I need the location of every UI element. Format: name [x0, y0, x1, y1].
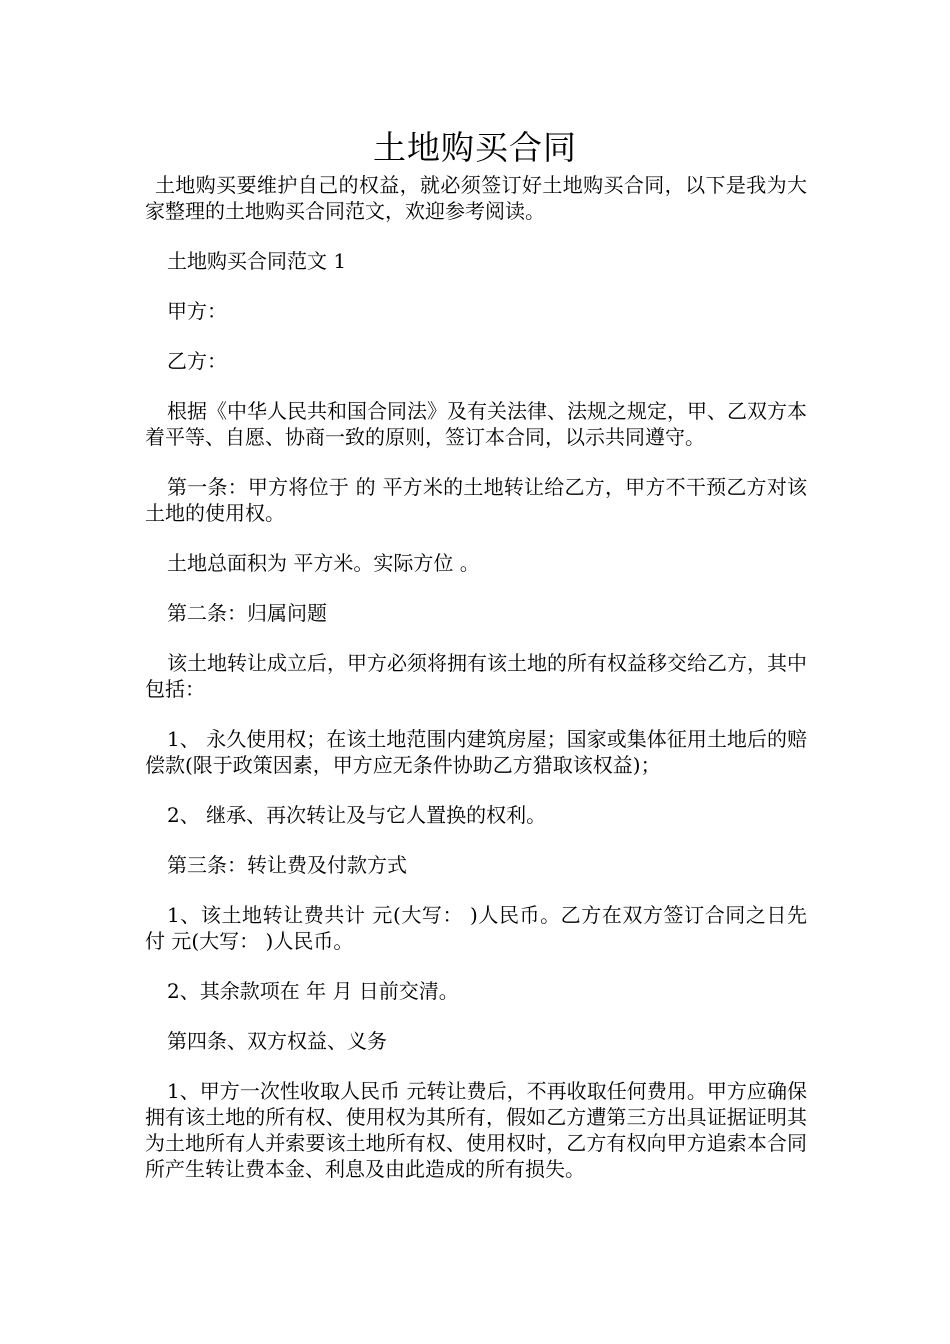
- article-3-item-1: 1、该土地转让费共计 元(大写： )人民币。乙方在双方签订合同之日先付 元(大写： )人民币。: [145, 903, 807, 953]
- article-3-heading: 第三条：转让费及付款方式: [167, 853, 407, 877]
- article-2-heading: 第二条：归属问题: [167, 601, 327, 625]
- intro-paragraph: 土地购买要维护自己的权益，就必须签订好土地购买合同，以下是我为大家整理的土地购买合同范文，欢迎参考阅读。: [145, 173, 807, 223]
- article-2-item-2: 2、 继承、再次转让及与它人置换的权利。: [167, 803, 547, 827]
- article-4-item-1: 1、甲方一次性收取人民币 元转让费后，不再收取任何费用。甲方应确保拥有该土地的所有权、使用权为其所有，假如乙方遭第三方出具证据证明其为土地所有人并索要该土地所有权、使用权时，乙方有权向甲方追索本合同所产生转让费本金、利息及由此造成的所有损失。: [145, 1079, 807, 1181]
- article-3-item-2: 2、其余款项在 年 月 日前交清。: [167, 979, 459, 1003]
- article-4-heading: 第四条、双方权益、义务: [167, 1029, 387, 1053]
- section-heading: 土地购买合同范文 1: [167, 249, 347, 273]
- article-1-paragraph: 第一条：甲方将位于 的 平方米的土地转让给乙方，甲方不干预乙方对该土地的使用权。: [145, 475, 807, 525]
- party-b-line: 乙方：: [167, 349, 227, 373]
- document-body: [145, 172, 807, 1206]
- preamble-paragraph: 根据《中华人民共和国合同法》及有关法律、法规之规定，甲、乙双方本着平等、自愿、协商一致的原则，签订本合同，以示共同遵守。: [145, 399, 807, 449]
- article-2-paragraph: 该土地转让成立后，甲方必须将拥有该土地的所有权益移交给乙方，其中包括：: [145, 651, 807, 701]
- land-area-paragraph: 土地总面积为 平方米。实际方位 。: [167, 551, 480, 575]
- party-a-line: 甲方：: [167, 299, 227, 323]
- document-title: 土地购买合同: [373, 128, 577, 167]
- article-2-item-1: 1、 永久使用权；在该土地范围内建筑房屋；国家或集体征用土地后的赔偿款(限于政策因素，甲方应无条件协助乙方猎取该权益)；: [145, 727, 807, 777]
